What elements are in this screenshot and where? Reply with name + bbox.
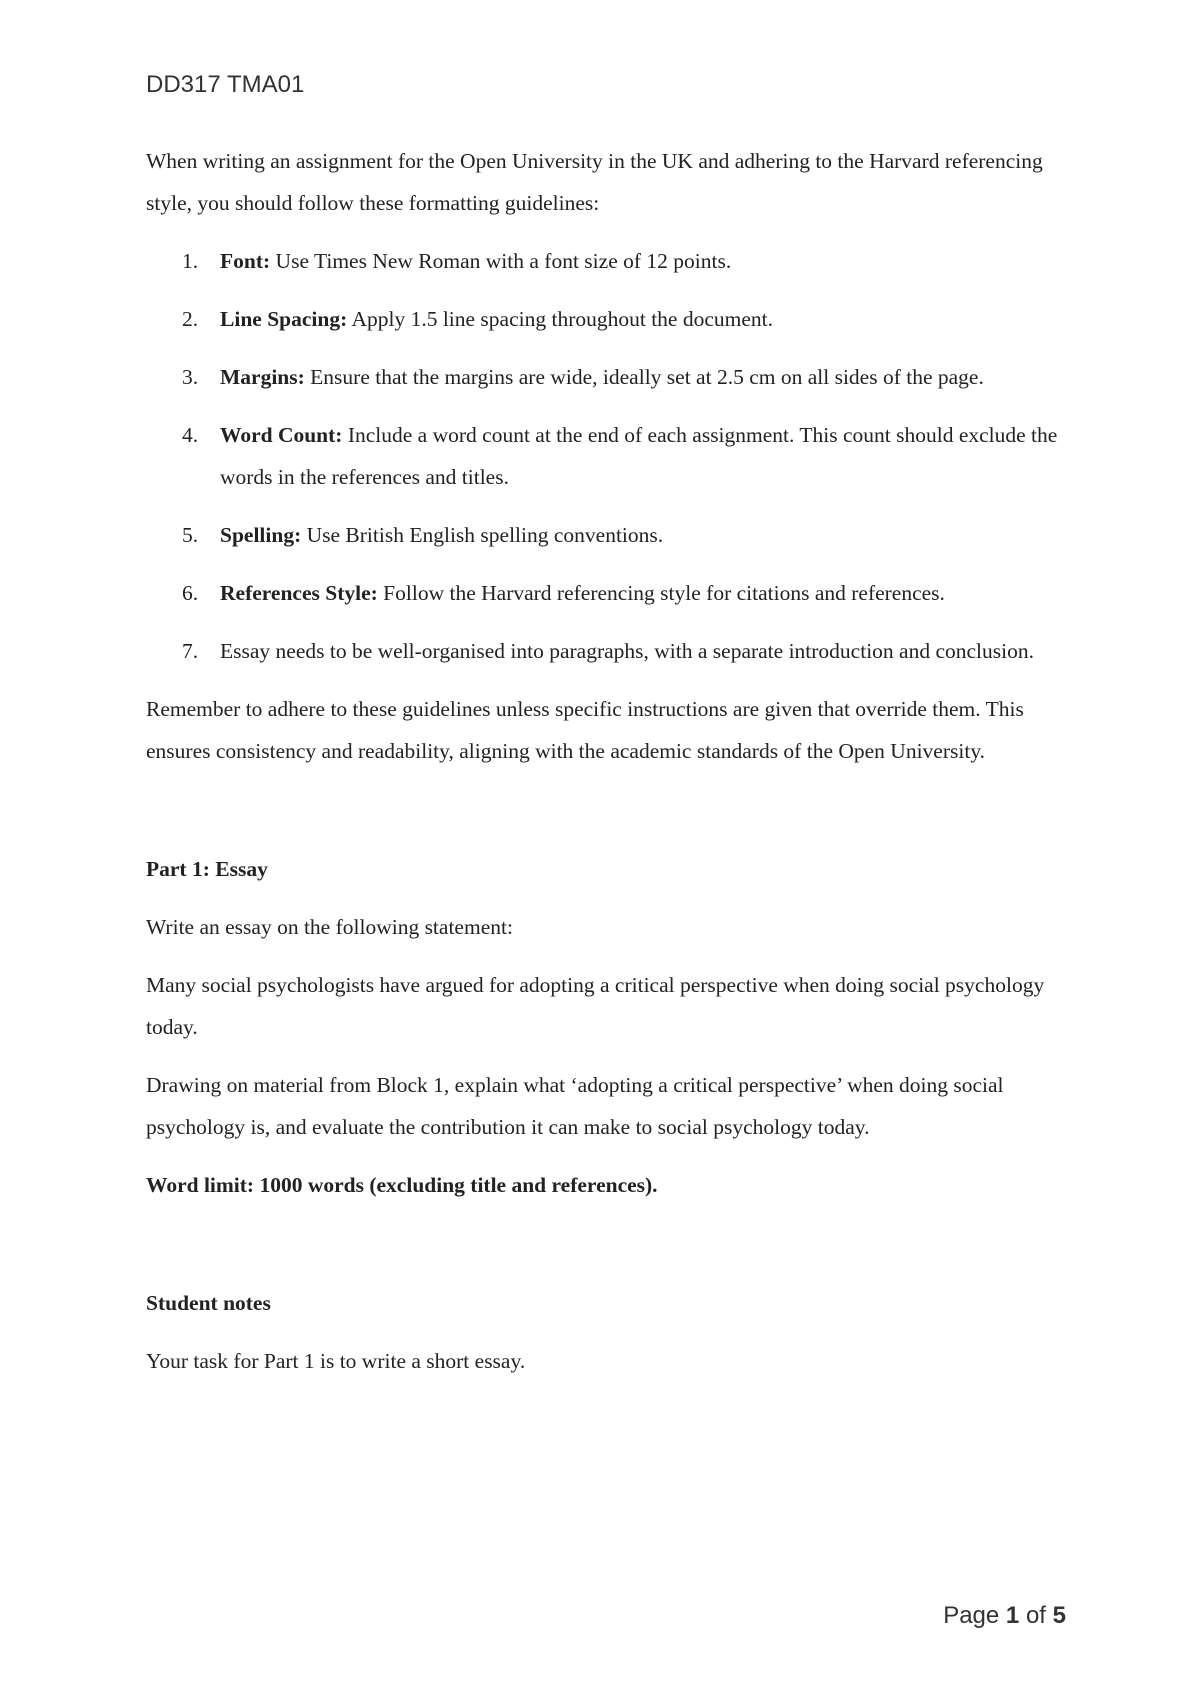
list-number: 5.: [182, 523, 199, 547]
guideline-label: Font:: [220, 249, 271, 273]
guideline-text: Include a word count at the end of each assignment. This count should exclude the words in the references and titles.: [220, 423, 1058, 489]
section-spacer: [146, 1222, 1066, 1282]
part1-instruction: Write an essay on the following statement:: [146, 915, 513, 939]
guideline-text: Essay needs to be well-organised into paragraphs, with a separate introduction and conclusion.: [220, 639, 1034, 663]
essay-statement: Many social psychologists have argued for adopting a critical perspective when doing social psychology today.: [146, 973, 1045, 1039]
guideline-label: Margins:: [220, 365, 305, 389]
list-number: 3.: [182, 365, 199, 389]
total-pages-number: 5: [1052, 1602, 1066, 1629]
guideline-item: [146, 240, 1066, 282]
guideline-text: Follow the Harvard referencing style for citations and references.: [377, 581, 945, 605]
word-limit: Word limit: 1000 words (excluding title and references).: [146, 1173, 658, 1197]
guideline-label: Word Count:: [220, 423, 343, 447]
guideline-label: Line Spacing:: [220, 307, 348, 331]
guideline-item: [146, 414, 1066, 498]
list-number: 7.: [182, 639, 199, 663]
guideline-text: Ensure that the margins are wide, ideally set at 2.5 cm on all sides of the page.: [304, 365, 984, 389]
current-page-number: 1: [1005, 1602, 1020, 1629]
guideline-text: Apply 1.5 line spacing throughout the document.: [347, 307, 774, 331]
student-notes-heading: Student notes: [146, 1291, 271, 1315]
reminder-paragraph: Remember to adhere to these guidelines unless specific instructions are given that override them. This ensures consistency and readability, aligning with the academic standards of the Open University.: [146, 697, 1024, 763]
essay-task: Drawing on material from Block 1, explain what ‘adopting a critical perspective’ when doing social psychology is, and evaluate the contribution it can make to social psychology today.: [146, 1073, 1004, 1139]
of-word: of: [1025, 1602, 1046, 1629]
guideline-text: Use British English spelling conventions.: [301, 523, 664, 547]
part1-heading: Part 1: Essay: [146, 857, 268, 881]
guideline-item: [146, 630, 1066, 672]
document-body: [146, 140, 1066, 1398]
guideline-item: [146, 298, 1066, 340]
list-number: 2.: [182, 307, 199, 331]
guideline-text: Use Times New Roman with a font size of 12 points.: [270, 249, 732, 273]
guideline-label: References Style:: [220, 581, 378, 605]
page-header: DD317 TMA01: [146, 71, 305, 98]
list-number: 6.: [182, 581, 199, 605]
page-word: Page: [943, 1602, 1000, 1629]
intro-paragraph: When writing an assignment for the Open University in the UK and adhering to the Harvard referencing style, you should follow these formatting guidelines:: [146, 149, 1043, 215]
student-notes-text: Your task for Part 1 is to write a short essay.: [146, 1349, 526, 1373]
guideline-item: [146, 514, 1066, 556]
page-footer: [943, 1602, 1066, 1630]
list-number: 1.: [182, 249, 199, 273]
list-number: 4.: [182, 423, 199, 447]
guideline-label: Spelling:: [220, 523, 302, 547]
section-spacer: [146, 788, 1066, 848]
guideline-item: [146, 356, 1066, 398]
guideline-item: [146, 572, 1066, 614]
guidelines-list: [146, 240, 1066, 672]
